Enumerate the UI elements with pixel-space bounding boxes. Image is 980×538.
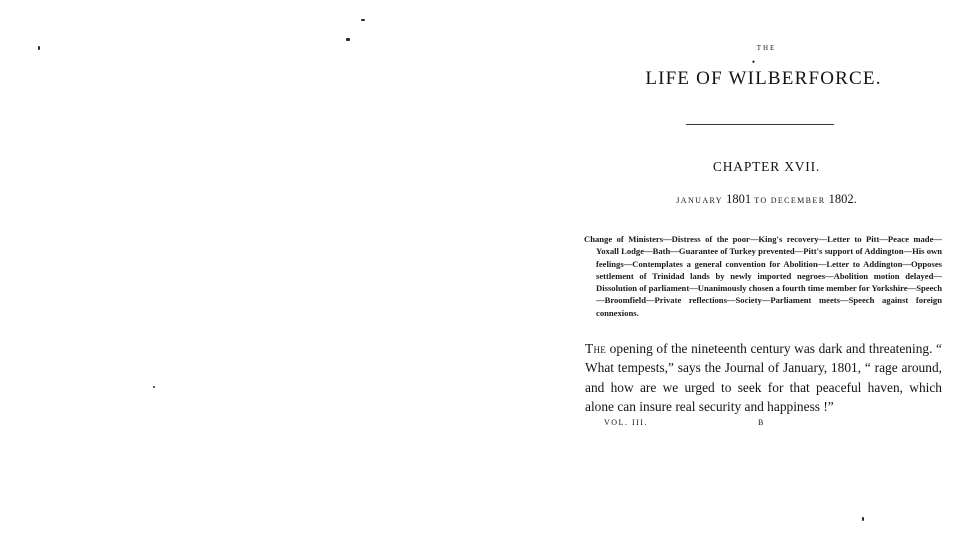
chapter-dates: [580, 192, 945, 207]
body-first-word: The: [585, 341, 607, 357]
title-rule: [686, 124, 834, 125]
date-from-year: 1801: [726, 192, 752, 206]
book-title: LIFE OF WILBERFORCE.: [645, 68, 882, 89]
body-paragraph: [585, 339, 942, 416]
body-text: opening of the nineteenth century was dark and threatening. “ What tempests,” says the Journal of January, 1801, “ rage around, and how are we urged to seek for that peaceful haven, which alone can insure real security and happiness !”: [585, 341, 942, 414]
date-to-word: TO: [754, 196, 768, 205]
volume-label: VOL. III.: [604, 418, 648, 428]
book-page: [580, 44, 945, 432]
scan-speck: [862, 517, 864, 521]
scan-speck: [38, 46, 40, 50]
chapter-heading: CHAPTER XVII.: [712, 159, 821, 174]
scan-speck: [346, 38, 350, 41]
signature-mark: B: [758, 418, 765, 428]
date-to-year: 1802.: [828, 192, 857, 206]
title-prefix: THE: [756, 44, 777, 52]
chapter-synopsis: Change of Ministers—Distress of the poor—King's recovery—Letter to Pitt—Peace made—Yoxall Lodge—Bath—Guarantee of Turkey prevented—Pitt's support of Addington—His own feelings—Contemplates a general convention for Abolition—Letter to Addington—Opposes settlement of Trinidad lands by newly imported negroes—Abolition motion delayed—Dissolution of parliament—Unanimously chosen a fourth time member for Yorkshire—Speech—Broomfield—Private reflections—Society—Parliament meets—Speech against foreign connexions.: [584, 234, 942, 318]
page-footer: [580, 418, 945, 432]
date-from-month: JANUARY: [676, 196, 723, 205]
scan-speck: [361, 19, 365, 21]
date-to-month: DECEMBER: [770, 196, 826, 205]
ornament-dot: •: [751, 57, 756, 67]
scan-speck: [153, 386, 155, 388]
